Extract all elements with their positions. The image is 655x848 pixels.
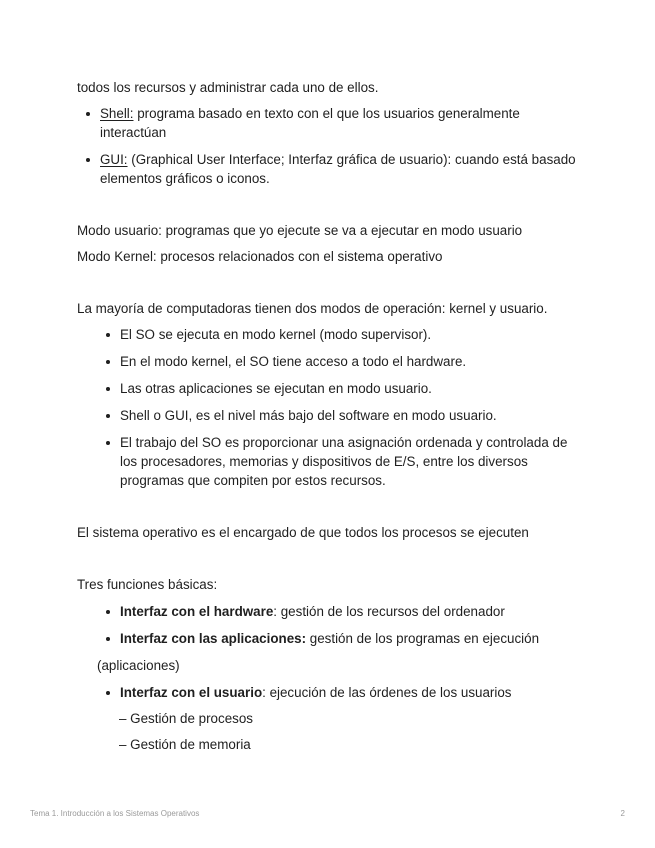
aplicaciones-line: (aplicaciones)	[97, 658, 180, 673]
gui-term: GUI:	[100, 152, 128, 167]
shell-text: programa basado en texto con el que los usuarios generalmente interactúan	[100, 106, 520, 140]
list-item: El trabajo del SO es proporcionar una asignación ordenada y controlada de los procesadores, memorias y dispositivos de E/S, entre los diversos programas que compiten por estos recursos.	[97, 433, 587, 490]
list-item: Las otras aplicaciones se ejecutan en modo usuario.	[97, 379, 587, 398]
funcion-hardware-title: Interfaz con el hardware	[120, 604, 274, 619]
dash-item-procesos: – Gestión de procesos	[119, 711, 253, 726]
modo-usuario-line: Modo usuario: programas que yo ejecute se va a ejecutar en modo usuario	[77, 223, 523, 238]
funciones-list	[97, 602, 587, 648]
interfaces-list	[77, 104, 587, 188]
page-number: 2	[620, 809, 625, 818]
footer-title: Tema 1. Introducción a los Sistemas Operativos	[30, 809, 200, 818]
funciones-title: Tres funciones básicas:	[77, 577, 218, 592]
encargado-line: El sistema operativo es el encargado de que todos los procesos se ejecuten	[77, 525, 529, 540]
shell-term: Shell:	[100, 106, 134, 121]
list-item	[77, 104, 587, 142]
funcion-hardware-text: : gestión de los recursos del ordenador	[273, 604, 505, 619]
funcion-usuario-list	[97, 683, 587, 702]
document-page	[77, 78, 587, 754]
modos-list	[97, 325, 587, 490]
mayoria-line: La mayoría de computadoras tienen dos modos de operación: kernel y usuario.	[77, 301, 548, 316]
intro-line: todos los recursos y administrar cada uno de ellos.	[77, 80, 379, 95]
list-item	[77, 150, 587, 188]
modo-kernel-line: Modo Kernel: procesos relacionados con el sistema operativo	[77, 249, 443, 264]
list-item: El SO se ejecuta en modo kernel (modo supervisor).	[97, 325, 587, 344]
list-item	[97, 629, 587, 648]
dash-item-memoria: – Gestión de memoria	[119, 737, 251, 752]
funcion-usuario-text: : ejecución de las órdenes de los usuarios	[262, 685, 512, 700]
list-item	[97, 683, 587, 702]
funcion-aplicaciones-text: gestión de los programas en ejecución	[306, 631, 540, 646]
list-item	[97, 602, 587, 621]
funcion-aplicaciones-title: Interfaz con las aplicaciones:	[120, 631, 307, 646]
funcion-usuario-title: Interfaz con el usuario	[120, 685, 263, 700]
list-item: En el modo kernel, el SO tiene acceso a todo el hardware.	[97, 352, 587, 371]
gui-text: (Graphical User Interface; Interfaz gráfica de usuario): cuando está basado elementos gráficos o iconos.	[100, 152, 576, 186]
list-item: Shell o GUI, es el nivel más bajo del software en modo usuario.	[97, 406, 587, 425]
